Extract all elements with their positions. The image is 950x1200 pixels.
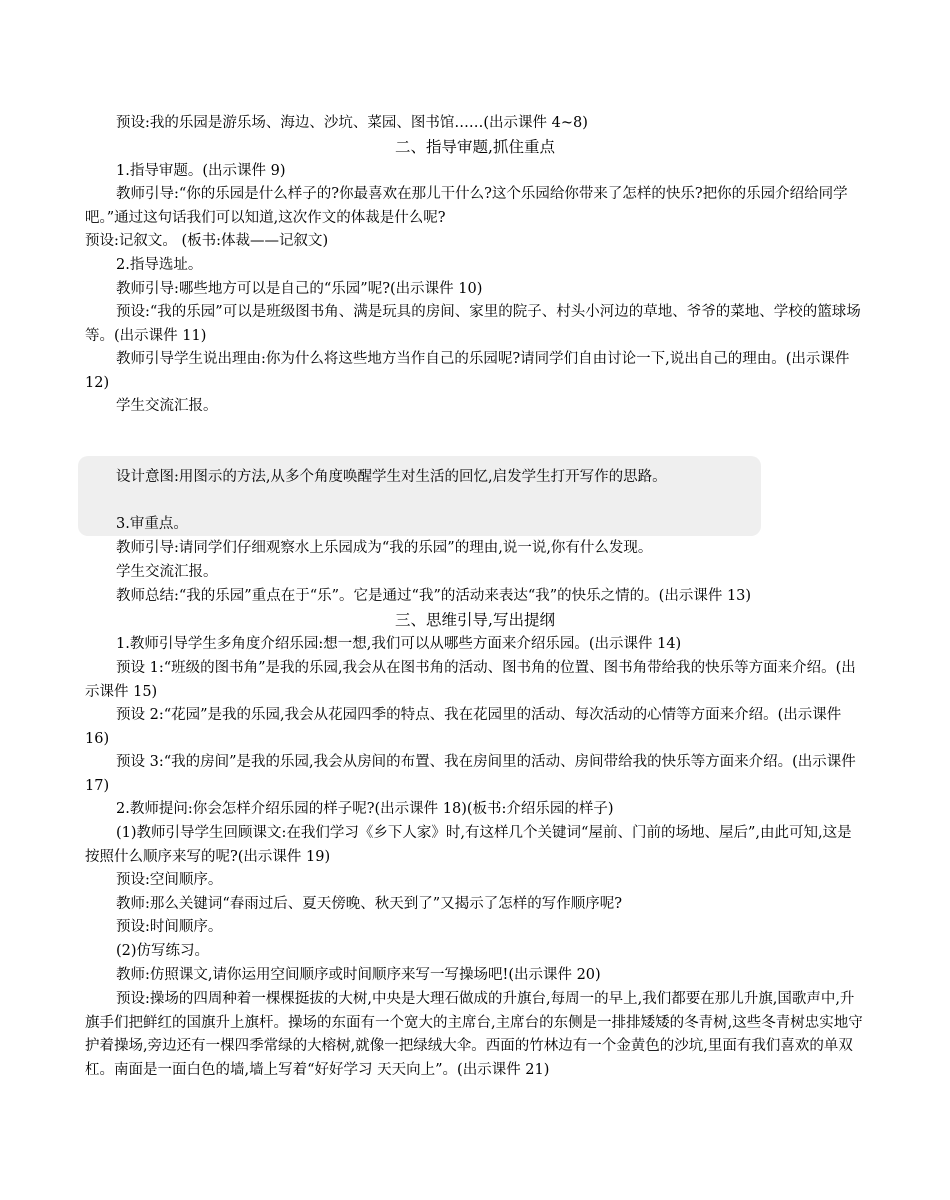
section-heading-3: 三、思维引导,写出提纲 <box>395 611 555 629</box>
teacher-guide-3: 教师引导学生说出理由:你为什么将这些地方当作自己的乐园呢?请同学们自由讨论一下,说出自己的理由。(出示课件 12) <box>85 351 850 391</box>
teacher-question: 2.教师提问:你会怎样介绍乐园的样子呢?(出示课件 18)(板书:介绍乐园的样子) <box>116 801 614 817</box>
teacher-imitation: 教师:仿照课文,请你运用空间顺序或时间顺序来写一写操场吧!(出示课件 20) <box>116 967 601 983</box>
preset-places: 预设:“我的乐园”可以是班级图书角、满是玩具的房间、家里的院子、村头小河边的草地、爷爷的菜地、学校的篮球场等。(出示课件 11) <box>85 304 861 344</box>
preset-2: 预设 2:“花园”是我的乐园,我会从花园四季的特点、我在花园里的活动、每次活动的心情等方面来介绍。(出示课件 16) <box>85 707 842 747</box>
student-report-1: 学生交流汇报。 <box>116 398 218 414</box>
preset-3: 预设 3:“我的房间”是我的乐园,我会从房间的布置、我在房间里的活动、房间带给我的快乐等方面来介绍。(出示课件 17) <box>85 754 856 794</box>
preset-genre: 预设:记叙文。 (板书:体裁——记叙文) <box>85 233 329 249</box>
preset-paradise-list: 预设:我的乐园是游乐场、海边、沙坑、菜园、图书馆……(出示课件 4~8) <box>116 115 588 131</box>
teacher-keywords: 教师:那么关键词“春雨过后、夏天傍晚、秋天到了”又揭示了怎样的写作顺序呢? <box>116 896 622 912</box>
teacher-guide-1: 教师引导:“你的乐园是什么样子的?你最喜欢在那儿干什么?这个乐园给你带来了怎样的快乐?把你的乐园介绍给同学吧。”通过这句话我们可以知道,这次作文的体裁是什么呢? <box>85 186 848 226</box>
teacher-guide-5: 1.教师引导学生多角度介绍乐园:想一想,我们可以从哪些方面来介绍乐园。(出示课件 14) <box>116 636 682 652</box>
section-heading-2: 二、指导审题,抓住重点 <box>395 138 555 156</box>
teacher-summary: 教师总结:“我的乐园”重点在于“乐”。它是通过“我”的活动来表达“我”的快乐之情的。(出示课件 13) <box>116 588 752 604</box>
student-report-2: 学生交流汇报。 <box>116 564 218 580</box>
preset-playground: 预设:操场的四周种着一棵棵挺拔的大树,中央是大理石做成的升旗台,每周一的早上,我们都要在那儿升旗,国歌声中,升旗手们把鲜红的国旗升上旗杆。操场的东面有一个宽大的主席台,主席台的东侧是一排排矮矮的冬青树,这些冬青树忠实地守护着操场,旁边还有一棵四季常绿的大榕树,就像一把绿绒大伞。西面的竹林边有一个金黄色的沙坑,里面有我们喜欢的单双杠。南面是一面白色的墙,墙上写着“好好学习 天天向上”。(出示课件 21) <box>85 991 863 1078</box>
preset-1: 预设 1:“班级的图书角”是我的乐园,我会从在图书角的活动、图书角的位置、图书角带给我的快乐等方面来介绍。(出示课件 15) <box>85 660 856 700</box>
imitation-practice-title: (2)仿写练习。 <box>116 943 210 959</box>
step-2-title: 2.指导选址。 <box>116 257 203 273</box>
teacher-guide-2: 教师引导:哪些地方可以是自己的“乐园”呢?(出示课件 10) <box>116 281 483 297</box>
teacher-guide-4: 教师引导:请同学们仔细观察水上乐园成为“我的乐园”的理由,说一说,你有什么发现。 <box>116 540 653 556</box>
preset-spatial: 预设:空间顺序。 <box>116 872 223 888</box>
step-3-title: 3.审重点。 <box>116 516 188 532</box>
design-intent-text: 设计意图:用图示的方法,从多个角度唤醒学生对生活的回忆,启发学生打开写作的思路。 <box>116 469 667 485</box>
step-1-title: 1.指导审题。(出示课件 9) <box>116 163 286 179</box>
review-text-item: (1)教师引导学生回顾课文:在我们学习《乡下人家》时,有这样几个关键词“屋前、门前的场地、屋后”,由此可知,这是按照什么顺序来写的呢?(出示课件 19) <box>85 825 852 865</box>
preset-temporal: 预设:时间顺序。 <box>116 919 223 935</box>
